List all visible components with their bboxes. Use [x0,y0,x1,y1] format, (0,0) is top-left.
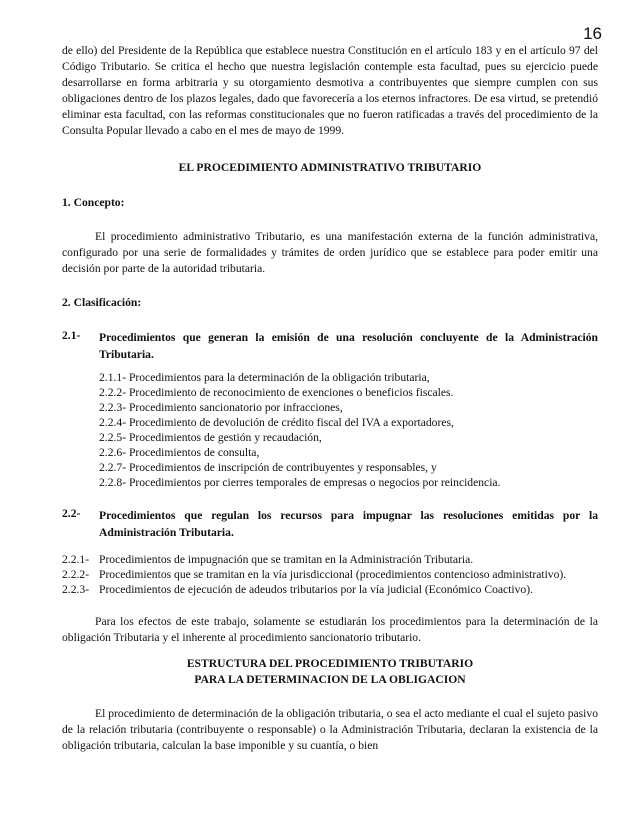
item-text: Procedimientos de ejecución de adeudos tributarios por la vía judicial (Económico Coactivo). [99,583,533,596]
item-text: Procedimientos que se tramitan en la vía jurisdiccional (procedimientos contencioso administrativo). [99,568,567,581]
item-number: 2.2.2- [62,568,90,581]
list-item: 2.2.6- Procedimientos de consulta, [99,446,260,459]
item-number: 2.2.3- [62,583,90,596]
group1-number: 2.1- [62,329,81,342]
list-item [62,582,598,597]
intro-paragraph: de ello) del Presidente de la República que establece nuestra Constitución en el artículo 183 y en el artículo 97 del Código Tributario. Se critica el hecho que nuestra legislación contemple esta facultad, pues su ejercicio puede desarrollarse en forma arbitraria y su otorgamiento desmotiva a contribuyentes que siempre cumplen con sus obligaciones dentro de los plazos legales, dado que favorecería a los eternos infractores. De esa virtud, se pretendió eliminar esta facultad, con las reformas constitucionales que no fueron ratificadas a través del procedimiento de la Consulta Popular llevado a cabo en el mes de mayo de 1999. [62,44,598,137]
group2-list [62,552,598,597]
page-number: 16 [583,24,602,43]
main-heading: EL PROCEDIMIENTO ADMINISTRATIVO TRIBUTARIO [178,161,482,174]
group1-list [62,370,598,490]
structure-heading-line2: PARA LA DETERMINACION DE LA OBLIGACION [194,673,466,686]
concept-paragraph: El procedimiento administrativo Tributario, es una manifestación externa de la función administrativa, configurado por una serie de formalidades y trámites de orden jurídico que se establece para poder emitir una decisión por parte de la autoridad tributaria. [62,230,598,275]
list-item: 2.2.4- Procedimiento de devolución de crédito fiscal del IVA a exportadores, [99,416,454,429]
list-item: 2.2.2- Procedimiento de reconocimiento de exenciones o beneficios fiscales. [99,386,454,399]
group2-number: 2.2- [62,507,81,520]
group1-title: Procedimientos que generan la emisión de una resolución concluyente de la Administración Tributaria. [99,331,598,361]
list-item: 2.2.3- Procedimiento sancionatorio por infracciones, [99,401,343,414]
section-classification-title: 2. Clasificación: [62,296,142,309]
list-item: 2.2.5- Procedimientos de gestión y recaudación, [99,431,322,444]
group1-heading [62,329,598,363]
list-item: 2.2.8- Procedimientos por cierres temporales de empresas o negocios por reincidencia. [99,476,501,489]
list-item [62,567,598,582]
section-concept-title: 1. Concepto: [62,196,125,209]
list-item: 2.2.7- Procedimientos de inscripción de contribuyentes y responsables, y [99,461,437,474]
document-page [62,43,598,754]
structure-heading-line1: ESTRUCTURA DEL PROCEDIMIENTO TRIBUTARIO [186,657,474,670]
final-paragraph: El procedimiento de determinación de la obligación tributaria, o sea el acto mediante el cual el sujeto pasivo de la relación tributaria (contribuyente o responsable) o la Administración Tributaria, declaran la existencia de la obligación tributaria, calculan la base imponible y su cuantía, o bien [62,707,598,752]
list-item: 2.1.1- Procedimientos para la determinación de la obligación tributaria, [99,371,430,384]
group2-heading [62,507,598,541]
item-text: Procedimientos de impugnación que se tramitan en la Administración Tributaria. [99,553,474,566]
group2-title: Procedimientos que regulan los recursos para impugnar las resoluciones emitidas por la Administración Tributaria. [99,509,598,539]
scope-paragraph: Para los efectos de este trabajo, solamente se estudiarán los procedimientos para la determinación de la obligación Tributaria y el inherente al procedimiento sancionatorio tributario. [62,615,598,644]
list-item [62,552,598,567]
item-number: 2.2.1- [62,553,90,566]
